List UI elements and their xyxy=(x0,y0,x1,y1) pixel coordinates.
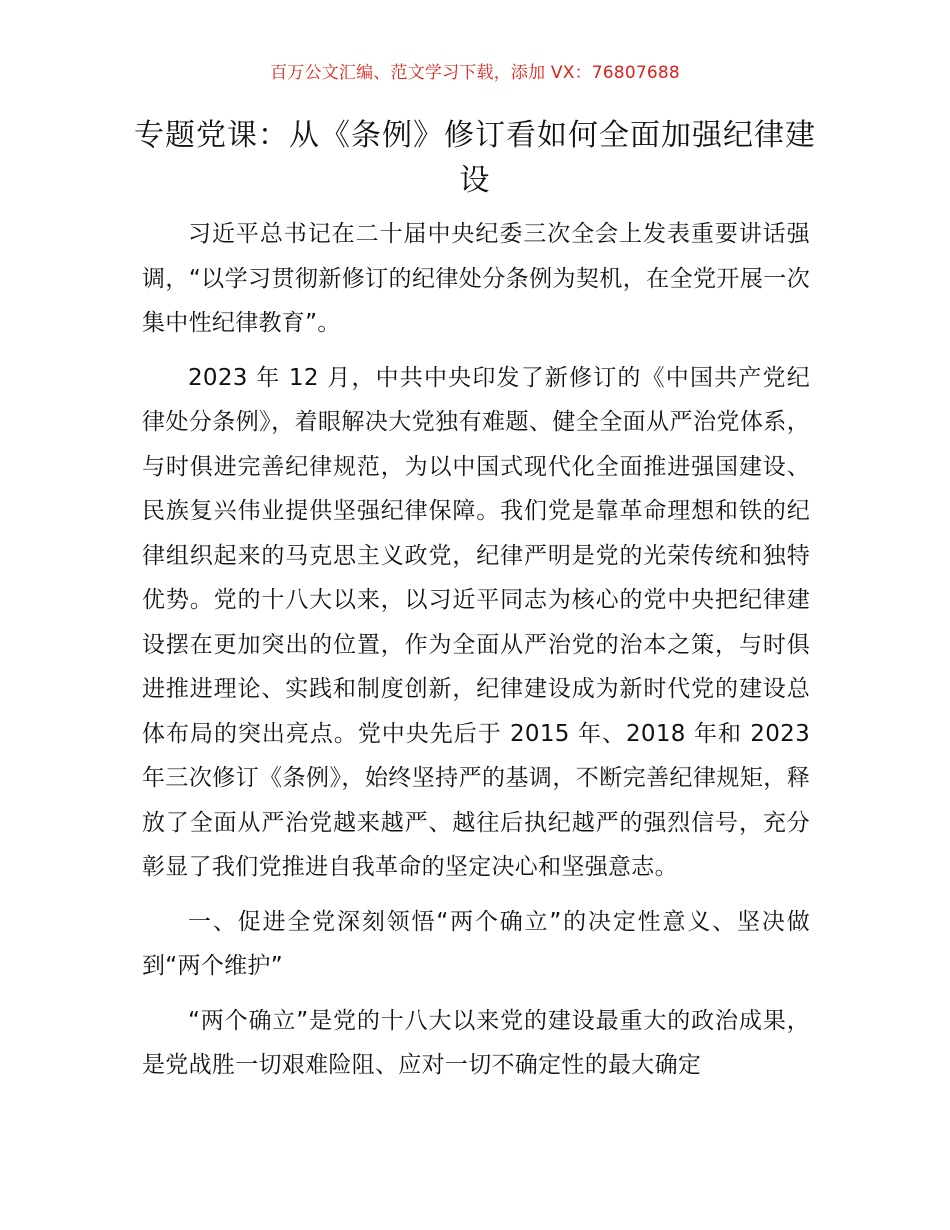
paragraph: 习近平总书记在二十届中央纪委三次全会上发表重要讲话强调，“以学习贯彻新修订的纪律处分条例为契机，在全党开展一次集中性纪律教育”。 xyxy=(142,221,810,336)
paragraph: “两个确立”是党的十八大以来党的建设最重大的政治成果，是党战胜一切艰难险阻、应对一切不确定性的最大确定 xyxy=(142,1007,810,1078)
document-title: 专题党课：从《条例》修订看如何全面加强纪律建设 xyxy=(134,118,816,198)
document-body xyxy=(142,212,810,1098)
header-banner: 百万公文汇编、范文学习下载，添加 VX：76807688 xyxy=(270,63,680,83)
paragraph: 2023 年 12 月，中共中央印发了新修订的《中国共产党纪律处分条例》，着眼解决大党独有难题、健全全面从严治党体系，与时俱进完善纪律规范，为以中国式现代化全面推进强国建设、民族复兴伟业提供坚强纪律保障。我们党是靠革命理想和铁的纪律组织起来的马克思主义政党，纪律严明是党的光荣传统和独特优势。党的十八大以来，以习近平同志为核心的党中央把纪律建设摆在更加突出的位置，作为全面从严治党的治本之策，与时俱进推进理论、实践和制度创新，纪律建设成为新时代党的建设总体布局的突出亮点。党中央先后于 2015 年、2018 年和 2023 年三次修订《条例》，始终坚持严的基调，不断完善纪律规矩，释放了全面从严治党越来越严、越往后执纪越严的强烈信号，充分彰显了我们党推进自我革命的坚定决心和坚强意志。 xyxy=(142,364,810,880)
section-heading: 一、促进全党深刻领悟“两个确立”的决定性意义、坚决做到“两个维护” xyxy=(142,908,810,979)
